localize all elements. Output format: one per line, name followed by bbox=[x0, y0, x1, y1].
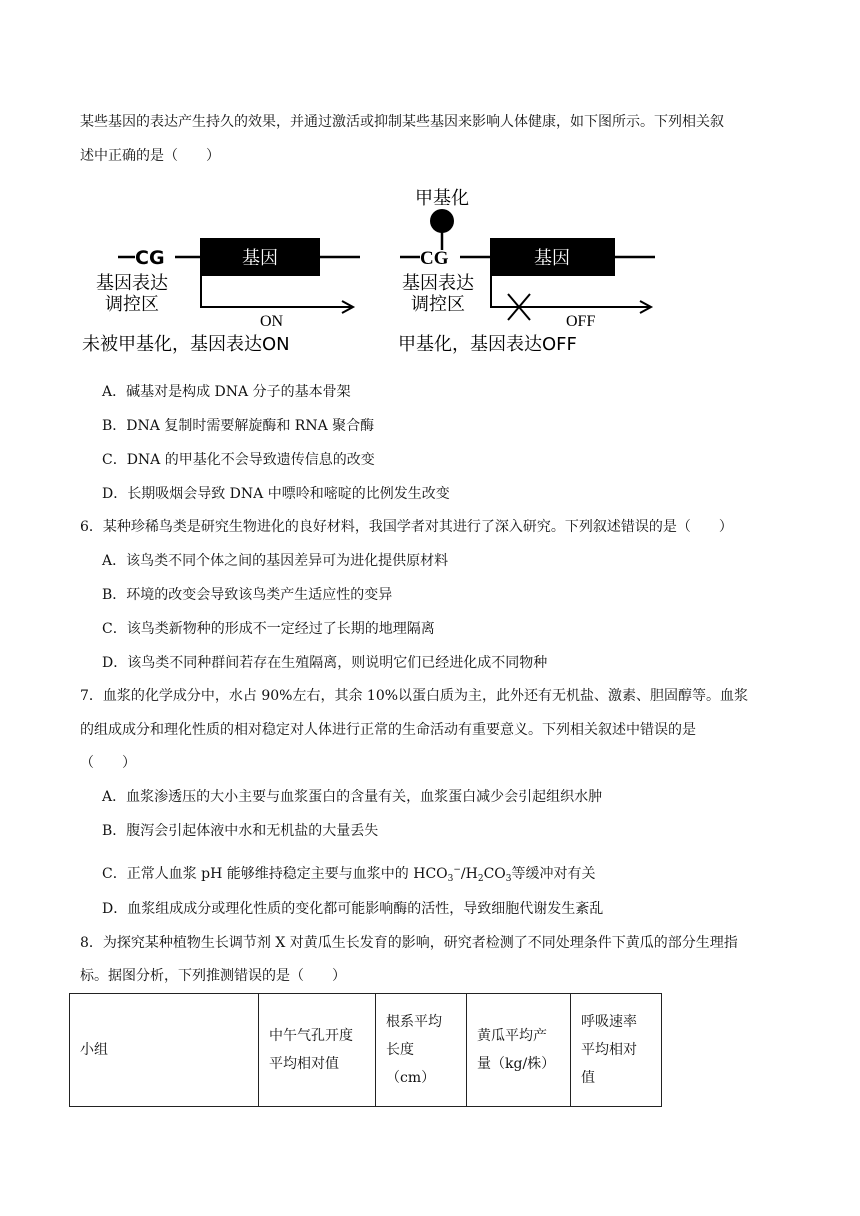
q8-stem-line-1: 8．为探究某种植物生长调节剂 X 对黄瓜生长发育的影响，研究者检测了不同处理条件下黄瓜的部分生理指 bbox=[80, 935, 738, 951]
left-region-label-1: 基因表达 bbox=[96, 273, 168, 294]
q6-option-a: A．该鸟类不同个体之间的基因差异可为进化提供原材料 bbox=[102, 553, 449, 569]
table-header-cell: 呼吸速率 平均相对 值 bbox=[571, 994, 662, 1107]
q7-option-d: D．血浆组成成分或理化性质的变化都可能影响酶的活性，导致细胞代谢发生紊乱 bbox=[102, 901, 604, 917]
right-gene-label: 基因 bbox=[534, 248, 570, 269]
q7-option-b: B．腹泻会引起体液中水和无机盐的大量丢失 bbox=[102, 823, 379, 839]
right-caption: 甲基化，基因表达OFF bbox=[398, 334, 577, 355]
q5-option-c: C．DNA 的甲基化不会导致遗传信息的改变 bbox=[102, 452, 375, 468]
q5-option-a: A．碱基对是构成 DNA 分子的基本骨架 bbox=[102, 384, 351, 400]
table-header-cell: 根系平均 长度（cm） bbox=[376, 994, 467, 1107]
table-header-cell: 中午气孔开度 平均相对值 bbox=[259, 994, 376, 1107]
q7-option-a: A．血浆渗透压的大小主要与血浆蛋白的含量有关，血浆蛋白减少会引起组织水肿 bbox=[102, 789, 603, 805]
left-state-label: ON bbox=[260, 313, 284, 330]
methylation-diagram bbox=[80, 180, 680, 360]
right-region-label-1: 基因表达 bbox=[402, 273, 474, 294]
right-state-label: OFF bbox=[566, 313, 596, 330]
q7-option-c: C．正常人血浆 pH 能够维持稳定主要与血浆中的 $HCO_3^-/H_2CO_3$等缓冲对有关 bbox=[102, 865, 596, 884]
intro-line-2: 述中正确的是（ ） bbox=[80, 148, 220, 164]
intro-line-1: 某些基因的表达产生持久的效果，并通过激活或抑制某些基因来影响人体健康，如下图所示。下列相关叙 bbox=[80, 114, 724, 130]
q7-stem-line-2: 的组成成分和理化性质的相对稳定对人体进行正常的生命活动有重要意义。下列相关叙述中错误的是 bbox=[80, 722, 696, 738]
q7-stem-line-1: 7．血浆的化学成分中，水占 90%左右，其余 10%以蛋白质为主，此外还有无机盐、激素、胆固醇等。血浆 bbox=[80, 688, 749, 704]
data-table bbox=[69, 993, 662, 1107]
q6-option-b: B．环境的改变会导致该鸟类产生适应性的变异 bbox=[102, 587, 393, 603]
left-region-label-2: 调控区 bbox=[105, 294, 159, 315]
q5-option-d: D．长期吸烟会导致 DNA 中嘌呤和嘧啶的比例发生改变 bbox=[102, 486, 450, 502]
right-panel bbox=[398, 188, 655, 355]
q7-stem-line-3: （ ） bbox=[80, 755, 136, 771]
methyl-group-dot bbox=[430, 209, 454, 233]
right-region-label-2: 调控区 bbox=[411, 294, 465, 315]
left-caption: 未被甲基化，基因表达ON bbox=[82, 334, 290, 355]
left-panel bbox=[82, 238, 360, 355]
table-header-row bbox=[70, 994, 662, 1107]
right-cg-label: CG bbox=[420, 248, 449, 269]
q8-stem-line-2: 标。据图分析，下列推测错误的是（ ） bbox=[80, 968, 346, 984]
methyl-label: 甲基化 bbox=[415, 188, 469, 209]
table-header-cell: 小组 bbox=[70, 994, 259, 1107]
q6-option-c: C．该鸟类新物种的形成不一定经过了长期的地理隔离 bbox=[102, 621, 435, 637]
left-gene-label: 基因 bbox=[242, 248, 278, 269]
left-cg-label: CG bbox=[135, 247, 165, 269]
q6-stem: 6．某种珍稀鸟类是研究生物进化的良好材料，我国学者对其进行了深入研究。下列叙述错误的是（ ） bbox=[80, 519, 733, 535]
q5-option-b: B．DNA 复制时需要解旋酶和 RNA 聚合酶 bbox=[102, 418, 375, 434]
table-header-cell: 黄瓜平均产 量（kg/株） bbox=[467, 994, 571, 1107]
q6-option-d: D．该鸟类不同种群间若存在生殖隔离，则说明它们已经进化成不同物种 bbox=[102, 655, 548, 671]
